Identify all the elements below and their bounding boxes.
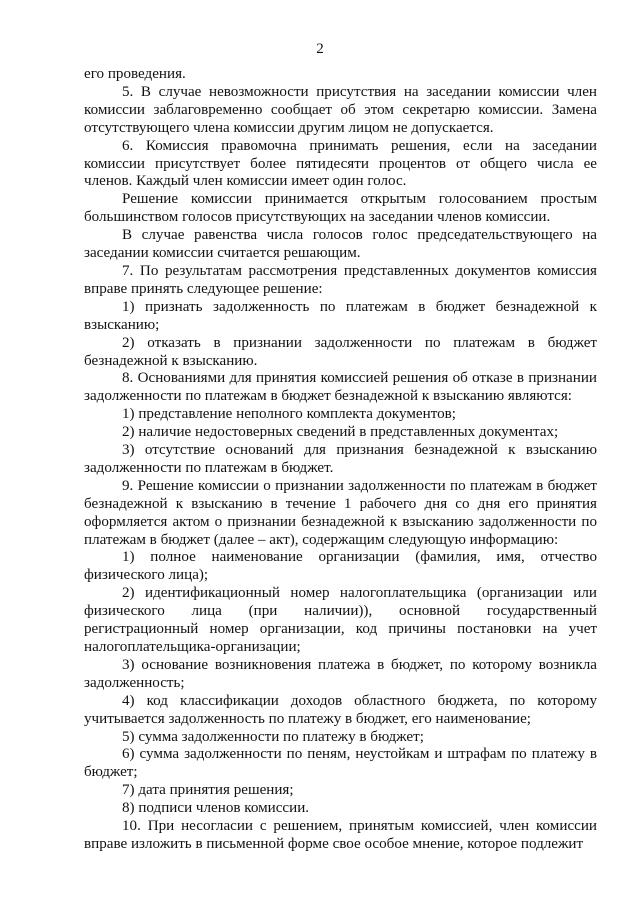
paragraph-item-6: 6. Комиссия правомочна принимать решения, если на заседании комиссии присутствует более пятидесяти процентов от общего числа ее членов. Каждый член комиссии имеет один голос. [84,137,597,190]
paragraph-item-9-8: 8) подписи членов комиссии. [122,800,310,817]
document-body [84,66,597,854]
paragraph-item-9-2: 2) идентификационный номер налогоплательщика (организации или физического лица (при наличии)), основной государственный регистрационный номер организации, код причины постановки на учет налогоплательщика-организации; [84,585,597,655]
paragraph-item-9-4: 4) код классификации доходов областного бюджета, по которому учитывается задолженность по платежу в бюджет, его наименование; [84,692,597,727]
paragraph-item-9-7: 7) дата принятия решения; [122,782,294,799]
paragraph-item-9-6: 6) сумма задолженности по пеням, неустойкам и штрафам по платежу в бюджет; [84,746,597,781]
paragraph-voting: Решение комиссии принимается открытым голосованием простым большинством голосов присутствующих на заседании членов комиссии. [84,191,597,226]
paragraph-item-10: 10. При несогласии с решением, принятым комиссией, член комиссии вправе изложить в письменной форме свое особое мнение, которое подлежит [84,818,597,852]
paragraph-continuation: его проведения. [84,66,186,82]
paragraph-item-8: 8. Основаниями для принятия комиссией решения об отказе в признании задолженности по платежам в бюджет безнадежной к взысканию являются: [84,370,597,405]
paragraph-item-8-1: 1) представление неполного комплекта документов; [122,406,456,423]
paragraph-item-9-3: 3) основание возникновения платежа в бюджет, по которому возникла задолженность; [84,656,597,691]
paragraph-item-7-2: 2) отказать в признании задолженности по платежам в бюджет безнадежной к взысканию. [84,334,597,369]
paragraph-item-8-2: 2) наличие недостоверных сведений в представленных документах; [122,424,559,441]
paragraph-item-7: 7. По результатам рассмотрения представленных документов комиссия вправе принять следующее решение: [84,262,597,297]
paragraph-item-9-5: 5) сумма задолженности по платежу в бюджет; [122,728,424,745]
paragraph-item-8-3: 3) отсутствие оснований для признания безнадежной к взысканию задолженности по платежам в бюджет. [84,442,597,476]
paragraph-item-7-1: 1) признать задолженность по платежам в бюджет безнадежной к взысканию; [84,298,597,333]
paragraph-tie-vote: В случае равенства числа голосов голос председательствующего на заседании комиссии считается решающим. [84,227,597,262]
page-number: 2 [316,41,324,57]
paragraph-item-9-1: 1) полное наименование организации (фамилия, имя, отчество физического лица); [84,549,597,584]
paragraph-item-5: 5. В случае невозможности присутствия на заседании комиссии член комиссии заблаговременно сообщает об этом секретарю комиссии. Замена отсутствующего члена комиссии другим лицом не допускается. [84,83,597,136]
paragraph-item-9: 9. Решение комиссии о признании задолженности по платежам в бюджет безнадежной к взысканию в течение 1 рабочего дня со дня его принятия оформляется актом о признании безнадежной к взысканию задолженности по платежам в бюджет (далее – акт), содержащим следующую информацию: [84,477,597,548]
